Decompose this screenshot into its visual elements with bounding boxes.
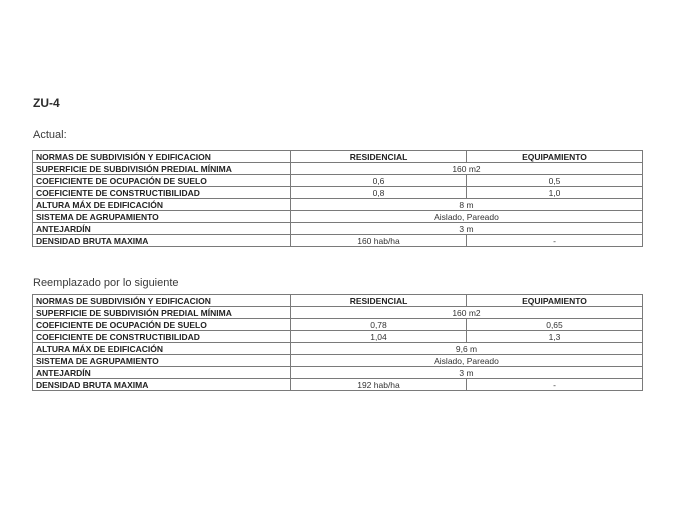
table-row xyxy=(33,379,643,391)
row-label-cell: COEFICIENTE DE CONSTRUCTIBILIDAD xyxy=(33,187,291,199)
header-equipamiento-cell: EQUIPAMIENTO xyxy=(467,295,643,307)
table-row xyxy=(33,307,643,319)
equipamiento-value-cell: 0,65 xyxy=(467,319,643,331)
equipamiento-value-cell: 1,0 xyxy=(467,187,643,199)
table-row xyxy=(33,367,643,379)
residencial-value-cell: 0,78 xyxy=(291,319,467,331)
row-label-cell: COEFICIENTE DE OCUPACIÓN DE SUELO xyxy=(33,319,291,331)
row-label-cell: ALTURA MÁX DE EDIFICACIÓN xyxy=(33,199,291,211)
merged-value-cell: 3 m xyxy=(291,223,643,235)
merged-value-cell: Aislado, Pareado xyxy=(291,211,643,223)
row-label-cell: ANTEJARDÍN xyxy=(33,367,291,379)
page-title: ZU-4 xyxy=(33,96,60,110)
table-row xyxy=(33,211,643,223)
table-row xyxy=(33,175,643,187)
header-residencial-cell: RESIDENCIAL xyxy=(291,295,467,307)
table-row xyxy=(33,319,643,331)
residencial-value-cell: 160 hab/ha xyxy=(291,235,467,247)
table-header-row xyxy=(33,151,643,163)
norms-table-actual xyxy=(32,150,643,247)
table-row xyxy=(33,343,643,355)
table-row xyxy=(33,199,643,211)
row-label-cell: ANTEJARDÍN xyxy=(33,223,291,235)
row-label-cell: ALTURA MÁX DE EDIFICACIÓN xyxy=(33,343,291,355)
equipamiento-value-cell: - xyxy=(467,379,643,391)
row-label-cell: COEFICIENTE DE OCUPACIÓN DE SUELO xyxy=(33,175,291,187)
equipamiento-value-cell: 0,5 xyxy=(467,175,643,187)
section-label-actual: Actual: xyxy=(33,129,67,141)
row-label-cell: DENSIDAD BRUTA MAXIMA xyxy=(33,235,291,247)
table-row xyxy=(33,331,643,343)
table-header-row xyxy=(33,295,643,307)
merged-value-cell: Aislado, Pareado xyxy=(291,355,643,367)
equipamiento-value-cell: - xyxy=(467,235,643,247)
header-label-cell: NORMAS DE SUBDIVISIÓN Y EDIFICACION xyxy=(33,295,291,307)
table-row xyxy=(33,187,643,199)
merged-value-cell: 160 m2 xyxy=(291,163,643,175)
table-row xyxy=(33,235,643,247)
merged-value-cell: 160 m2 xyxy=(291,307,643,319)
row-label-cell: SISTEMA DE AGRUPAMIENTO xyxy=(33,355,291,367)
row-label-cell: SUPERFICIE DE SUBDIVISIÓN PREDIAL MÍNIMA xyxy=(33,307,291,319)
row-label-cell: SUPERFICIE DE SUBDIVISIÓN PREDIAL MÍNIMA xyxy=(33,163,291,175)
table-row xyxy=(33,223,643,235)
merged-value-cell: 8 m xyxy=(291,199,643,211)
table-row xyxy=(33,355,643,367)
table-row xyxy=(33,163,643,175)
row-label-cell: DENSIDAD BRUTA MAXIMA xyxy=(33,379,291,391)
equipamiento-value-cell: 1,3 xyxy=(467,331,643,343)
merged-value-cell: 3 m xyxy=(291,367,643,379)
header-label-cell: NORMAS DE SUBDIVISIÓN Y EDIFICACION xyxy=(33,151,291,163)
section-label-replacement: Reemplazado por lo siguiente xyxy=(33,277,179,289)
header-residencial-cell: RESIDENCIAL xyxy=(291,151,467,163)
residencial-value-cell: 1,04 xyxy=(291,331,467,343)
header-equipamiento-cell: EQUIPAMIENTO xyxy=(467,151,643,163)
residencial-value-cell: 0,8 xyxy=(291,187,467,199)
norms-table-replacement xyxy=(32,294,643,391)
row-label-cell: SISTEMA DE AGRUPAMIENTO xyxy=(33,211,291,223)
residencial-value-cell: 192 hab/ha xyxy=(291,379,467,391)
row-label-cell: COEFICIENTE DE CONSTRUCTIBILIDAD xyxy=(33,331,291,343)
merged-value-cell: 9,6 m xyxy=(291,343,643,355)
residencial-value-cell: 0,6 xyxy=(291,175,467,187)
